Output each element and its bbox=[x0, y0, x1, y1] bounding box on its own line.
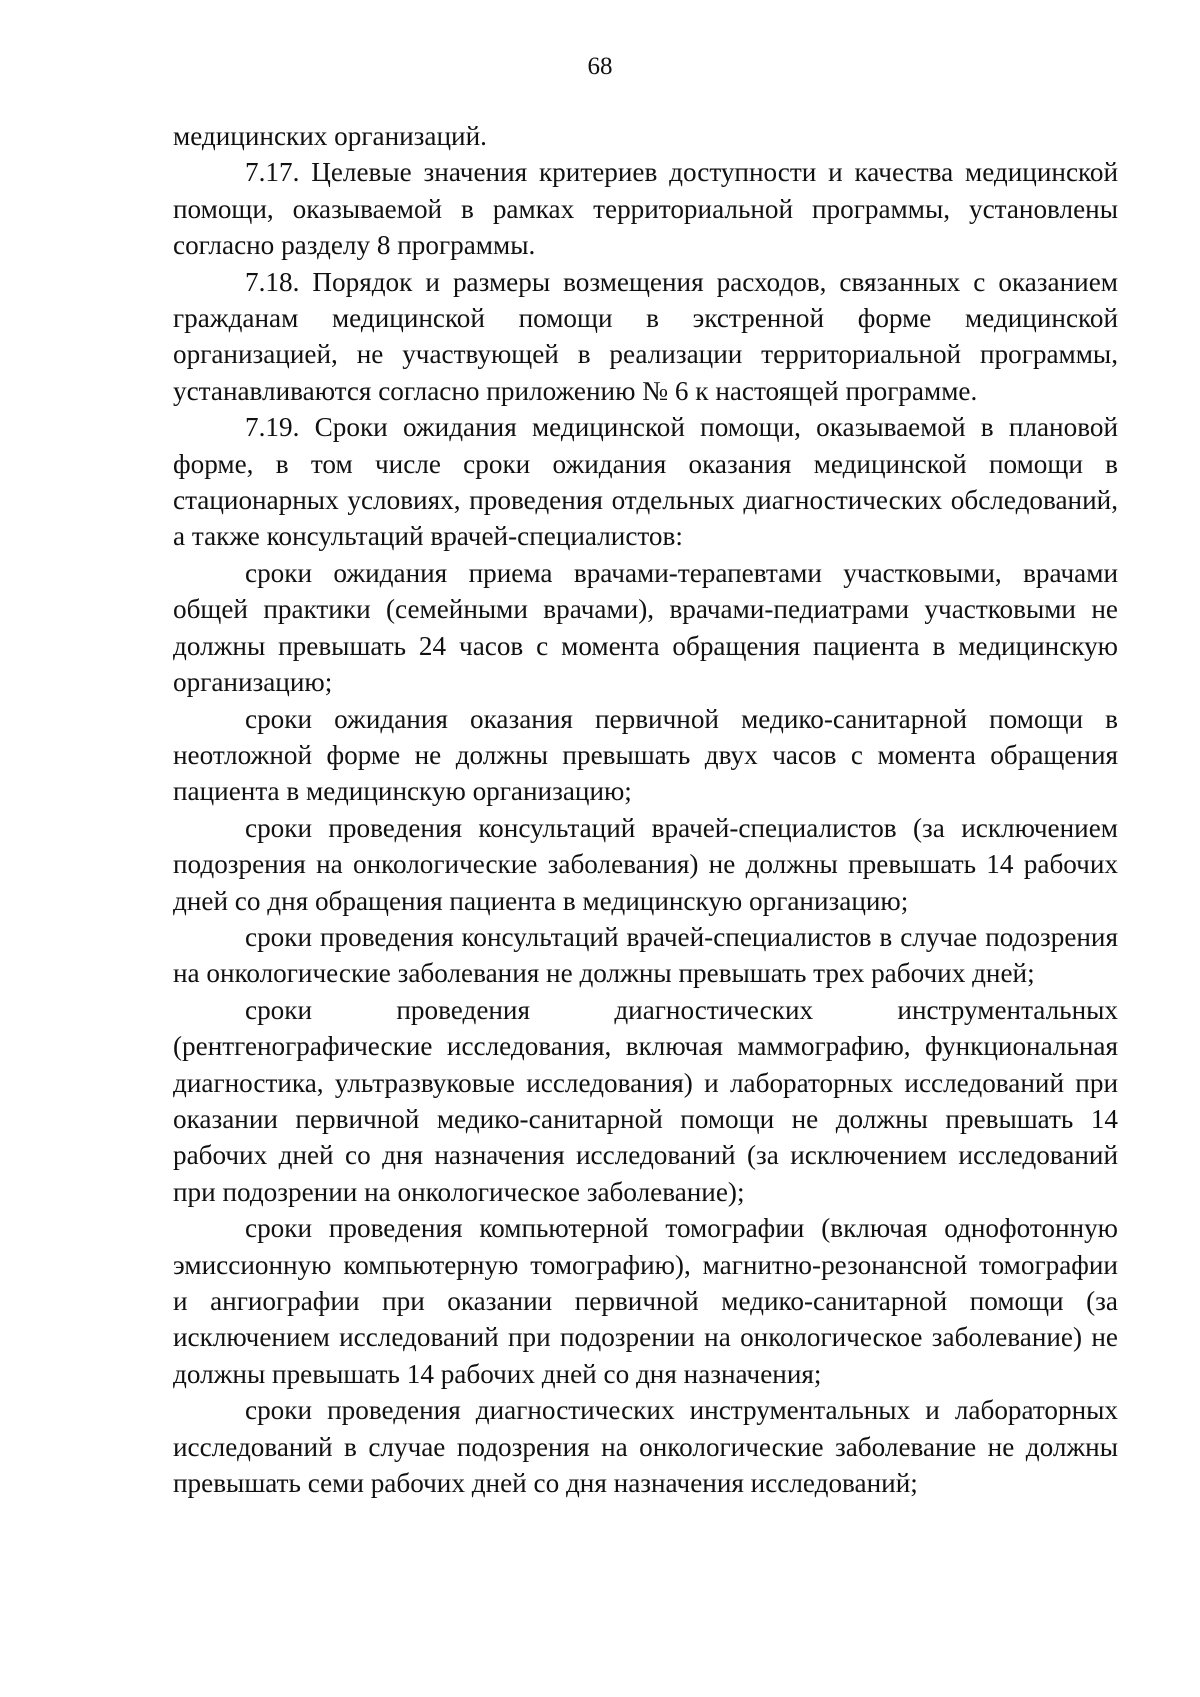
paragraph-diagnostic-tests: сроки проведения диагностических инструментальных (рентгенографические исследования, включая маммографию, функциональная диагностика, ультразвуковые исследования) и лабораторных исследований при оказании первичной медико-санитарной помощи не должны превышать 14 рабочих дней со дня назначения исследований (за исключением исследований при подозрении на онкологическое заболевание); bbox=[173, 994, 1118, 1207]
page-number: 68 bbox=[587, 53, 613, 80]
paragraph-7-19: 7.19. Сроки ожидания медицинской помощи, оказываемой в плановой форме, в том числе сроки ожидания оказания медицинской помощи в стационарных условиях, проведения отдельных диагностических обследований, а также консультаций врачей-специалистов: bbox=[173, 412, 1118, 552]
paragraph-7-17: 7.17. Целевые значения критериев доступности и качества медицинской помощи, оказываемой в рамках территориальной программы, установлены согласно разделу 8 программы. bbox=[173, 157, 1118, 261]
paragraph-specialist-consult: сроки проведения консультаций врачей-специалистов (за исключением подозрения на онкологические заболевания) не должны превышать 14 рабочих дней со дня обращения пациента в медицинскую организацию; bbox=[173, 812, 1118, 916]
paragraph-oncology-consult: сроки проведения консультаций врачей-специалистов в случае подозрения на онкологические заболевания не должны превышать трех рабочих дней; bbox=[173, 921, 1118, 989]
document-body bbox=[173, 118, 1118, 1501]
paragraph-urgent-care-wait: сроки ожидания оказания первичной медико-санитарной помощи в неотложной форме не должны превышать двух часов с момента обращения пациента в медицинскую организацию; bbox=[173, 703, 1118, 807]
paragraph-therapist-wait: сроки ожидания приема врачами-терапевтами участковыми, врачами общей практики (семейными врачами), врачами-педиатрами участковыми не должны превышать 24 часов с момента обращения пациента в медицинскую организацию; bbox=[173, 557, 1118, 698]
paragraph-oncology-diagnostics: сроки проведения диагностических инструментальных и лабораторных исследований в случае подозрения на онкологические заболевание не должны превышать семи рабочих дней со дня назначения исследований; bbox=[173, 1395, 1118, 1499]
paragraph-ct-mri: сроки проведения компьютерной томографии (включая однофотонную эмиссионную компьютерную томографию), магнитно-резонансной томографии и ангиографии при оказании первичной медико-санитарной помощи (за исключением исследований при подозрении на онкологическое заболевание) не должны превышать 14 рабочих дней со дня назначения; bbox=[173, 1213, 1118, 1389]
paragraph-7-18: 7.18. Порядок и размеры возмещения расходов, связанных с оказанием гражданам медицинской помощи в экстренной форме медицинской организацией, не участвующей в реализации территориальной программы, устанавливаются согласно приложению № 6 к настоящей программе. bbox=[173, 266, 1118, 406]
paragraph-continuation: медицинских организаций. bbox=[173, 121, 487, 151]
